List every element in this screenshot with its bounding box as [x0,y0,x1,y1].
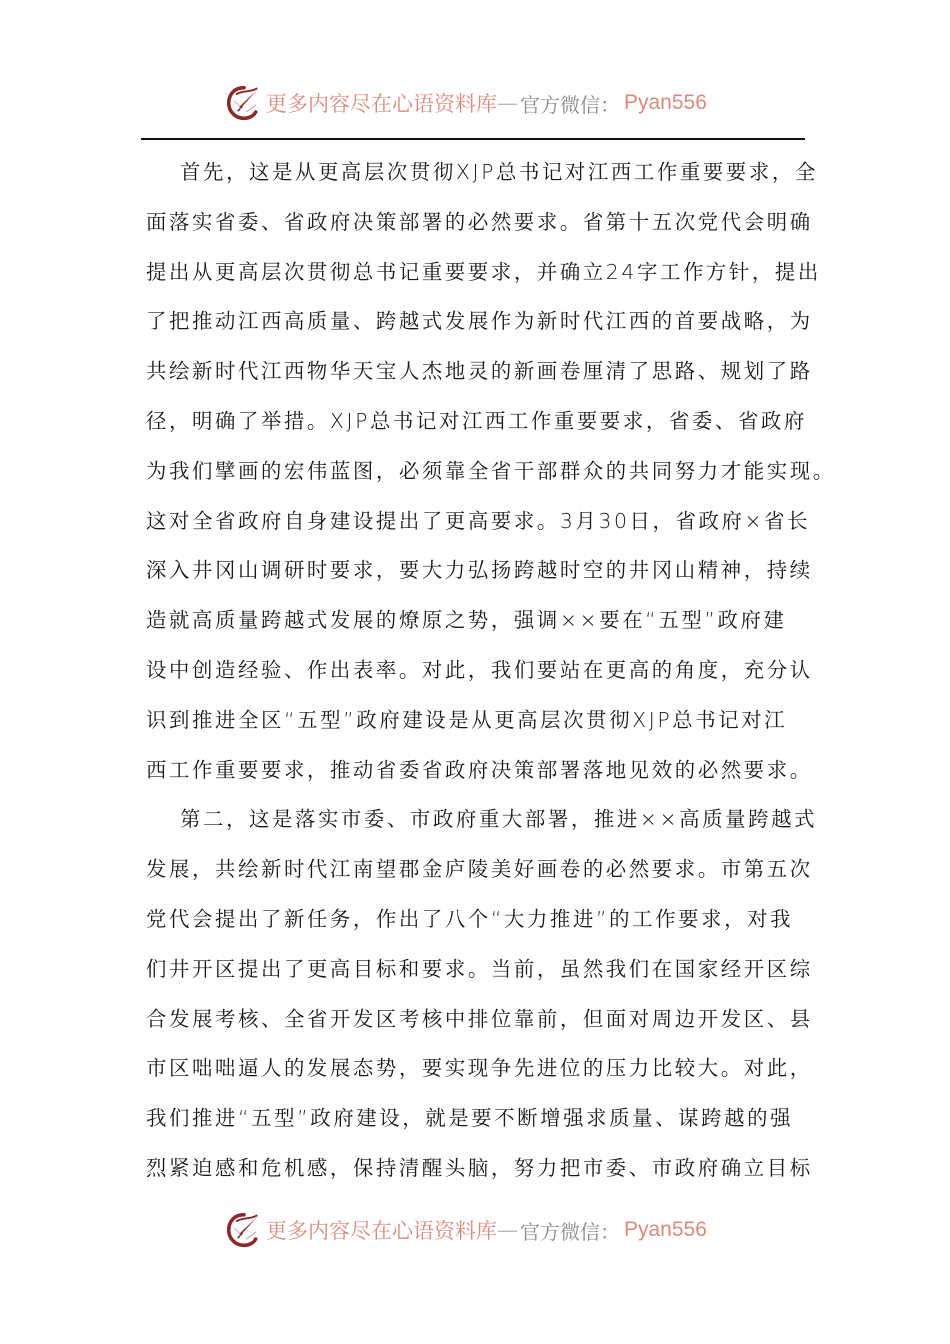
paragraph-line: 共绘新时代江西物华天宝人杰地灵的新画卷厘清了思路、规划了路 [146,359,813,384]
quill-pen-logo-icon [226,85,262,121]
paragraph-line: 面落实省委、省政府决策部署的必然要求。省第十五次党代会明确 [146,209,813,234]
paragraph-line: 了把推动江西高质量、跨越式发展作为新时代江西的首要战略，为 [146,309,813,334]
banner-wechat-id: Pyan556 [624,1218,707,1241]
banner-main-text: 更多内容尽在心语资料库 [266,92,497,116]
paragraph-line: 我们推进“五型”政府建设，就是要不断增强求质量、谋跨越的强 [146,1106,794,1131]
header-rule-divider [141,138,805,140]
paragraph-line: 造就高质量跨越式发展的燎原之势，强调××要在“五型”政府建 [146,608,787,633]
banner-separator: — [497,91,518,115]
paragraph-line: 第二，这是落实市委、市政府重大部署，推进××高质量跨越式 [180,807,818,832]
paragraph-line: 提出从更高层次贯彻总书记重要要求，并确立24字工作方针，提出 [146,259,821,284]
paragraph-line: 党代会提出了新任务，作出了八个“大力推进”的工作要求，对我 [146,906,794,931]
paragraph-line: 设中创造经验、作出表率。对此，我们要站在更高的角度，充分认 [146,657,813,682]
paragraph-line: 们井开区提出了更高目标和要求。当前，虽然我们在国家经开区综 [146,956,813,981]
footer-banner [226,1210,707,1250]
paragraph-line: 西工作重要要求，推动省委省政府决策部署落地见效的必然要求。 [146,757,813,782]
paragraph-line: 市区咄咄逼人的发展态势，要实现争先进位的压力比较大。对此， [146,1056,813,1081]
paragraph-line: 发展，共绘新时代江南望郡金庐陵美好画卷的必然要求。市第五次 [146,857,813,882]
header-banner [226,83,707,123]
paragraph-line: 这对全省政府自身建设提出了更高要求。3月30日，省政府×省长 [146,508,811,533]
banner-main-text: 更多内容尽在心语资料库 [266,1219,497,1243]
banner-separator: — [497,1218,518,1242]
paragraph-line: 识到推进全区“五型”政府建设是从更高层次贯彻XJP总书记对江 [146,707,788,732]
paragraph-line: 合发展考核、全省开发区考核中排位靠前，但面对周边开发区、县 [146,1006,813,1031]
banner-wechat-id: Pyan556 [624,91,707,114]
paragraph-line: 烈紧迫感和危机感，保持清醒头脑，努力把市委、市政府确立目标 [146,1155,813,1180]
paragraph-line: 首先，这是从更高层次贯彻XJP总书记对江西工作重要要求，全 [180,160,818,184]
paragraph-line: 径，明确了举措。XJP总书记对江西工作重要要求，省委、省政府 [146,408,807,433]
banner-official-label: 官方微信： [520,1219,620,1244]
paragraph-line: 深入井冈山调研时要求，要大力弘扬跨越时空的井冈山精神，持续 [146,558,813,583]
quill-pen-logo-icon [226,1212,262,1248]
paragraph-line: 为我们擘画的宏伟蓝图，必须靠全省干部群众的共同努力才能实现。 [146,458,836,483]
document-body [146,152,836,1198]
banner-official-label: 官方微信： [520,92,620,117]
